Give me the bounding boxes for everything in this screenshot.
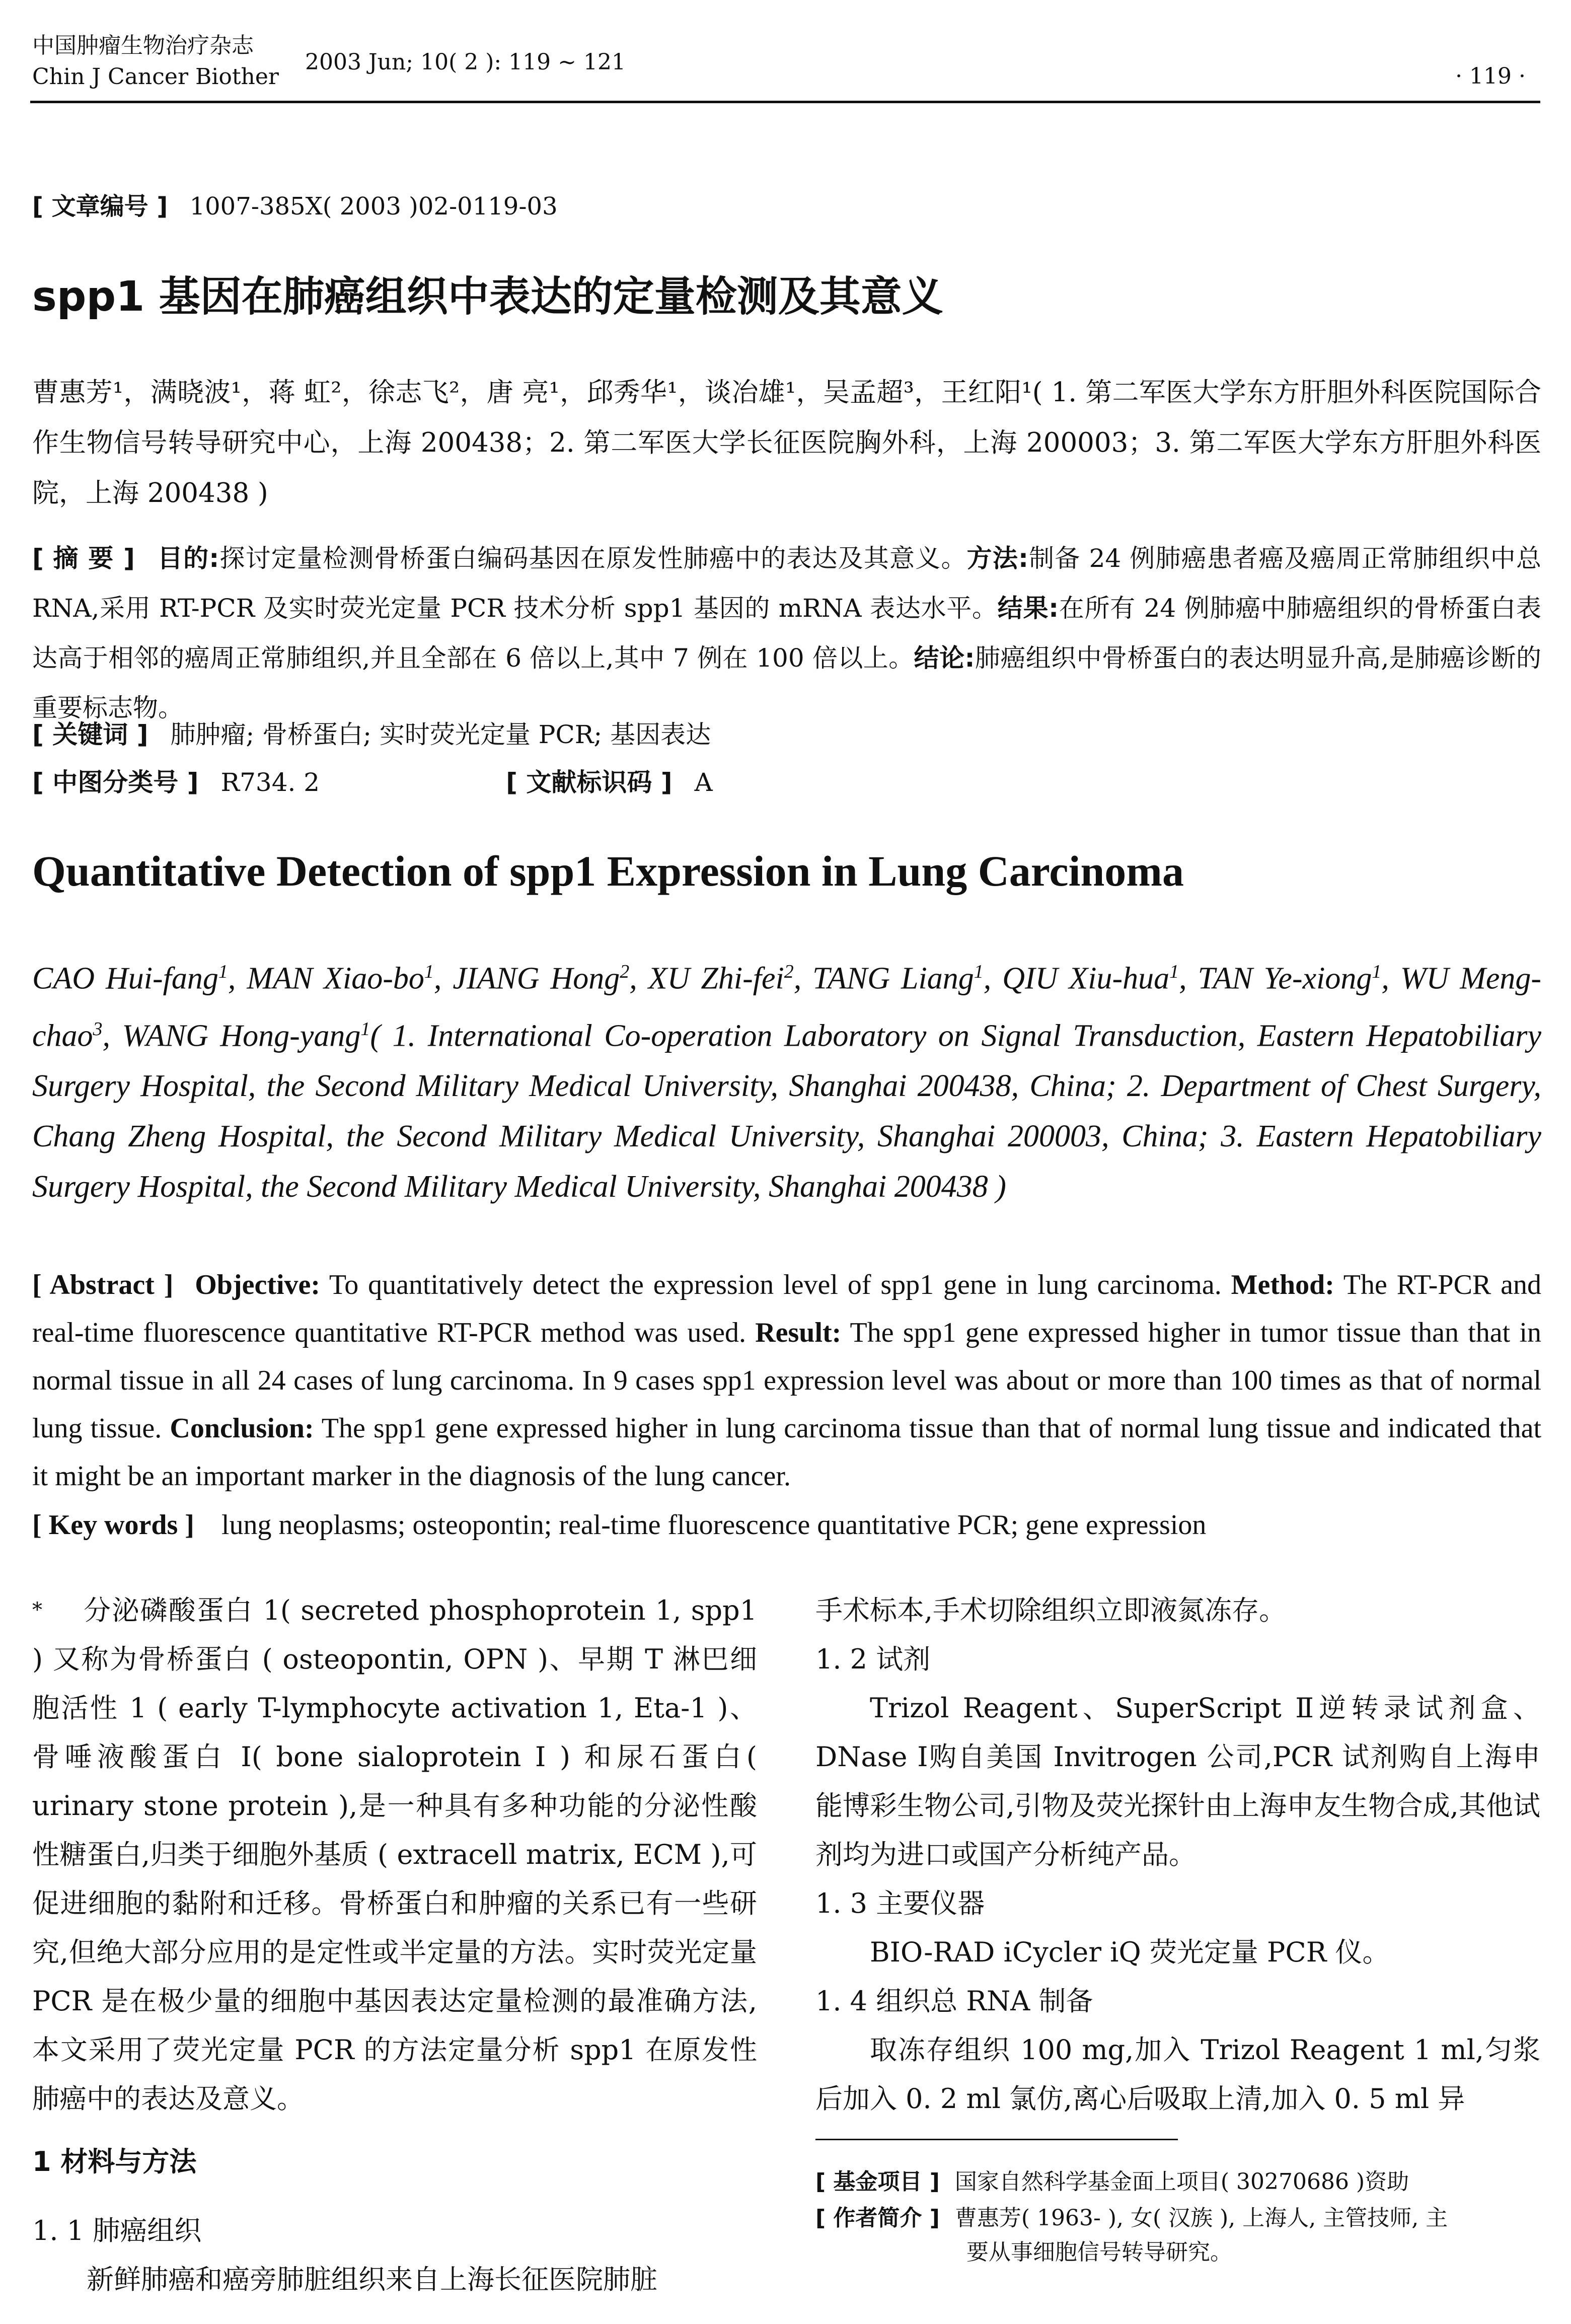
author-affil: 2 — [784, 961, 794, 982]
issue-info: 2003 Jun; 10( 2 ): 119 ~ 121 — [305, 49, 626, 75]
footnote-funding — [815, 2165, 1540, 2199]
classification — [32, 758, 1541, 808]
chinese-keywords — [32, 710, 1541, 760]
footnote-star: * — [32, 1599, 42, 1622]
author-affil: 1 — [218, 961, 228, 982]
author-affil: 2 — [620, 961, 630, 982]
author-name: TANG Liang — [812, 961, 974, 996]
author-bio-text: 曹惠芳( 1963- ), 女( 汉族 ), 上海人, 主管技师, 主 — [954, 2205, 1448, 2231]
conclusion-label-cn: 结论: — [914, 643, 975, 673]
subsection-1-2: 1. 2 试剂 — [815, 1643, 931, 1675]
keywords-label-en: [ Key words ] — [32, 1509, 194, 1541]
keywords-label-cn: [ 关键词 ] — [32, 720, 148, 749]
page-number: · 119 · — [1455, 63, 1526, 89]
author-name: CAO Hui-fang — [32, 961, 218, 996]
author-affil: 1 — [1169, 961, 1179, 982]
author-name: MAN Xiao-bo — [247, 961, 424, 996]
author-name: XU Zhi-fei — [648, 961, 784, 996]
conclusion-label-en: Conclusion: — [170, 1413, 314, 1444]
objective-label-cn: 目的: — [157, 544, 219, 573]
objective-label-en: Objective: — [195, 1269, 321, 1300]
intro-paragraph — [32, 1586, 757, 2123]
english-affiliations: ( 1. International Co-operation Laboratory on Signal Transduction, Eastern Hepatobiliary Surgery Hospital, the Second Military Medical University, Shanghai 200438, China; 2. Department of Chest Surgery, Chang Zheng Hospital, the Second Military Medical University, Shanghai 200003, China; 3. Eastern Hepatobiliary Surgery Hospital, the Second Military Medical University, Shanghai 200438 ) — [32, 1019, 1541, 1204]
result-text-cn: 在所有 24 例肺癌中肺癌组织的骨桥蛋白表达高于相邻的癌周正常肺组织,并且全部在 6 倍以上,其中 7 例在 100 倍以上。 — [32, 594, 1541, 673]
chinese-authors: 曹惠芳¹，满晓波¹，蒋 虹²，徐志飞²，唐 亮¹，邱秀华¹，谈冶雄¹，吴孟超³，王红阳¹( 1. 第二军医大学东方肝胆外科医院国际合作生物信号转导研究中心，上海 200438；2. 第二军医大学长征医院胸外科，上海 200003；3. 第二军医大学东方肝胆外科医院，上海 200438 ) — [32, 377, 1541, 509]
paragraph-1-2: Trizol Reagent、SuperScript Ⅱ逆转录试剂盒、DNase Ⅰ购自美国 Invitrogen 公司,PCR 试剂购自上海申能博彩生物公司,引物及荧光探针由上海申友生物合成,其他试剂均为进口或国产分析纯产品。 — [815, 1692, 1540, 1870]
english-authors: CAO Hui-fang$^1$, MAN Xiao-$bo^1$, JIANG Hong$^2$, XU Zhi-fei$^2$, TANG Liang$^1$, QIU Xiu-hua$^1$, TAN Ye-xiong$^1$, WU Meng-chao$^3$, WANG Hong-yang$^1$( 1. International Co-operation Laboratory on Signal Transduction, Eastern Hepatobiliary Surgery Hospital, the Second Military Medical University, Shanghai 200438, China; 2. Department of Chest Surgery, Chang Zheng Hospital, the Second Military Medical University, Shanghai 200003, China; 3. Eastern Hepatobiliary Surgery Hospital, the Second Military Medical University, Shanghai 200438 ) — [32, 961, 1542, 1204]
result-label-en: Result: — [755, 1317, 842, 1348]
author-name: TAN Ye-xiong — [1198, 961, 1372, 996]
intro-text: 分泌磷酸蛋白 1( secreted phosphoprotein 1, spp1 ) 又称为骨桥蛋白 ( osteopontin, OPN )、早期 T 淋巴细胞活性 1 ( early T-lymphocyte activation 1, Eta-1 )、骨唾液酸蛋白 I( bone sialoprotein I ) 和尿石蛋白( urinary stone protein ),是一种具有多种功能的分泌性酸性糖蛋白,归类于细胞外基质 ( extracell matrix, ECM ),可促进细胞的黏附和迁移。骨桥蛋白和肿瘤的关系已有一些研究,但绝大部分应用的是定性或半定量的方法。实时荧光定量 PCR 是在极少量的细胞中基因表达定量检测的最准确方法,本文采用了荧光定量 PCR 的方法定量分析 spp1 在原发性肺癌中的表达及意义。 — [32, 1594, 757, 2115]
english-title: Quantitative Detection of spp1 Expression in Lung Carcinoma — [32, 847, 1184, 895]
objective-text-cn: 探讨定量检测骨桥蛋白编码基因在原发性肺癌中的表达及其意义。 — [219, 544, 967, 573]
author-affil: 1 — [1372, 961, 1382, 982]
header-rule — [30, 101, 1540, 103]
funding-label: [ 基金项目 ] — [815, 2169, 940, 2195]
chinese-abstract — [32, 534, 1541, 733]
paragraph-1-1: 新鲜肺癌和癌旁肺脏组织来自上海长征医院肺脏 — [87, 2264, 657, 2295]
journal-name-en: Chin J Cancer Biother — [32, 64, 279, 90]
article-number — [32, 191, 558, 222]
author-name: WU Meng-chao — [32, 961, 1542, 1053]
objective-text-en: To quantitatively detect the expression level of spp1 gene in lung carcinoma. — [329, 1269, 1222, 1300]
abstract-label-cn: [ 摘 要 ] — [32, 544, 135, 573]
paragraph-1-1-cont: 手术标本,手术切除组织立即液氮冻存。 — [815, 1594, 1287, 1626]
chinese-title: spp1 基因在肺癌组织中表达的定量检测及其意义 — [32, 273, 943, 321]
english-keywords — [32, 1501, 1541, 1549]
footnote-rule — [815, 2139, 1178, 2140]
doc-code-label: [ 文献标识码 ] — [506, 768, 672, 797]
article-number-label: [ 文章编号 ] — [32, 192, 168, 221]
journal-name-cn: 中国肿瘤生物治疗杂志 — [32, 33, 254, 58]
result-text-en: The spp1 gene expressed higher in tumor tissue than that in normal tissue in all 24 cases of lung carcinoma. In 9 cases spp1 expression level was about or more than 100 times as that of normal lung tissue. — [32, 1317, 1542, 1444]
paragraph-1-3: BIO-RAD iCycler iQ 荧光定量 PCR 仪。 — [870, 1936, 1390, 1968]
method-text-en: The RT-PCR and real-time fluorescence quantitative RT-PCR method was used. — [32, 1269, 1542, 1348]
journal-name — [32, 30, 334, 93]
english-abstract — [32, 1261, 1541, 1500]
abstract-label-en: [ Abstract ] — [32, 1269, 174, 1300]
class-number-label: [ 中图分类号 ] — [32, 768, 199, 797]
keywords-value-cn: 肺肿瘤; 骨桥蛋白; 实时荧光定量 PCR; 基因表达 — [170, 720, 711, 749]
author-bio-label: [ 作者简介 ] — [815, 2205, 940, 2231]
section-heading-methods: 1 材料与方法 — [32, 2146, 197, 2177]
author-name: JIANG Hong — [453, 961, 620, 996]
subsection-1-4: 1. 4 组织总 RNA 制备 — [815, 1985, 1093, 2017]
method-label-cn: 方法: — [966, 544, 1028, 573]
footnote-author — [815, 2201, 1540, 2270]
doc-code-value: A — [694, 768, 713, 797]
author-affil: 1 — [360, 1018, 370, 1040]
paragraph-1-4: 取冻存组织 100 mg,加入 Trizol Reagent 1 ml,匀浆后加入 0. 2 ml 氯仿,离心后吸取上清,加入 0. 5 ml 异 — [815, 2034, 1540, 2115]
subsection-1-3: 1. 3 主要仪器 — [815, 1887, 985, 1919]
method-text-cn: 制备 24 例肺癌患者癌及癌周正常肺组织中总 RNA,采用 RT-PCR 及实时荧光定量 PCR 技术分析 spp1 基因的 mRNA 表达水平。 — [32, 544, 1541, 623]
article-number-value: 1007-385X( 2003 )02-0119-03 — [189, 192, 558, 221]
keywords-value-en: lung neoplasms; osteopontin; real-time fluorescence quantitative PCR; gene expression — [221, 1509, 1207, 1541]
author-affil: 3 — [93, 1018, 103, 1040]
body-right-column — [815, 1586, 1540, 2123]
result-label-cn: 结果: — [997, 594, 1059, 623]
author-bio-text-cont: 要从事细胞信号转导研究。 — [966, 2239, 1232, 2265]
author-affil: 1 — [974, 961, 984, 982]
body-left-column — [32, 1586, 757, 2304]
method-label-en: Method: — [1231, 1269, 1334, 1300]
author-name: WANG Hong-yang — [122, 1019, 361, 1053]
conclusion-text-cn: 肺癌组织中骨桥蛋白的表达明显升高,是肺癌诊断的重要标志物。 — [32, 643, 1541, 722]
class-number-value: R734. 2 — [220, 768, 320, 797]
subsection-1-1: 1. 1 肺癌组织 — [32, 2215, 202, 2246]
author-name: QIU Xiu-hua — [1002, 961, 1170, 996]
author-affil: 1 — [424, 961, 434, 982]
conclusion-text-en: The spp1 gene expressed higher in lung carcinoma tissue than that of normal lung tissue and indicated that it might be an important marker in the diagnosis of the lung cancer. — [32, 1413, 1542, 1492]
funding-text: 国家自然科学基金面上项目( 30270686 )资助 — [954, 2169, 1409, 2195]
